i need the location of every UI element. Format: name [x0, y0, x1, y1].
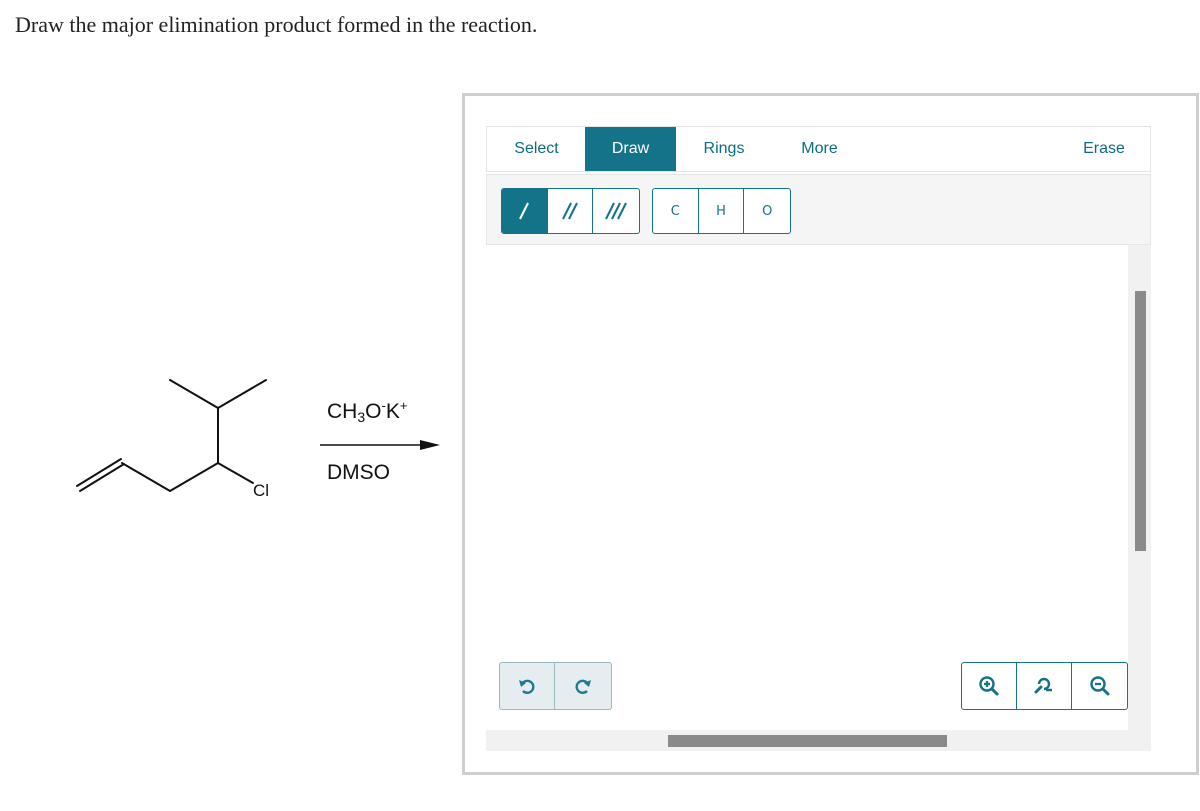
horizontal-scroll-thumb[interactable]: [668, 735, 947, 747]
zoom-out-icon: [1089, 675, 1111, 697]
zoom-reset-button[interactable]: [1017, 663, 1072, 709]
bond-button-group: [501, 188, 640, 234]
undo-icon: [517, 676, 537, 696]
double-bond-button[interactable]: [548, 189, 594, 233]
chain-bond-2: [170, 463, 218, 491]
tab-erase[interactable]: Erase: [1083, 140, 1125, 157]
undo-button[interactable]: [500, 663, 555, 709]
chain-bond-1: [122, 463, 170, 491]
reagent-solvent: DMSO: [327, 461, 390, 484]
redo-button[interactable]: [555, 663, 610, 709]
reaction-scheme: [0, 0, 460, 811]
tab-select[interactable]: Select: [514, 140, 559, 157]
triple-bond-icon: [604, 200, 628, 222]
zoom-in-icon: [978, 675, 1000, 697]
zoom-out-button[interactable]: [1072, 663, 1127, 709]
question-prompt: Draw the major elimination product formed in the reaction.: [15, 12, 538, 37]
draw-toolbar: [486, 174, 1151, 245]
sketcher-tabbar: [486, 126, 1151, 172]
reagent-base: $CH_3O^-K^+$: [327, 398, 408, 425]
alkene-bond-2: [77, 459, 121, 486]
tab-more[interactable]: More: [801, 140, 838, 157]
atom-o-button[interactable]: O: [762, 203, 773, 219]
methyl-bond-right: [218, 380, 266, 408]
vertical-scroll-thumb[interactable]: [1135, 291, 1146, 551]
single-bond-icon: [514, 200, 534, 222]
tab-draw[interactable]: Draw: [585, 127, 676, 171]
single-bond-button[interactable]: [502, 189, 548, 233]
c-cl-bond: [218, 463, 253, 483]
tab-rings[interactable]: Rings: [703, 140, 745, 157]
atom-button-group: [652, 188, 791, 234]
zoom-reset-icon: [1033, 675, 1055, 697]
history-button-group: [499, 662, 612, 710]
methyl-bond-left: [170, 380, 218, 408]
alkene-bond-1: [80, 464, 124, 491]
zoom-button-group: [961, 662, 1128, 710]
chlorine-label: Cl: [253, 481, 270, 500]
redo-icon: [573, 676, 593, 696]
reaction-arrow: [320, 440, 440, 450]
atom-h-button[interactable]: H: [699, 189, 745, 233]
double-bond-icon: [560, 200, 580, 222]
atom-c-button[interactable]: C: [653, 189, 699, 233]
triple-bond-button[interactable]: [593, 189, 639, 233]
zoom-in-button[interactable]: [962, 663, 1017, 709]
